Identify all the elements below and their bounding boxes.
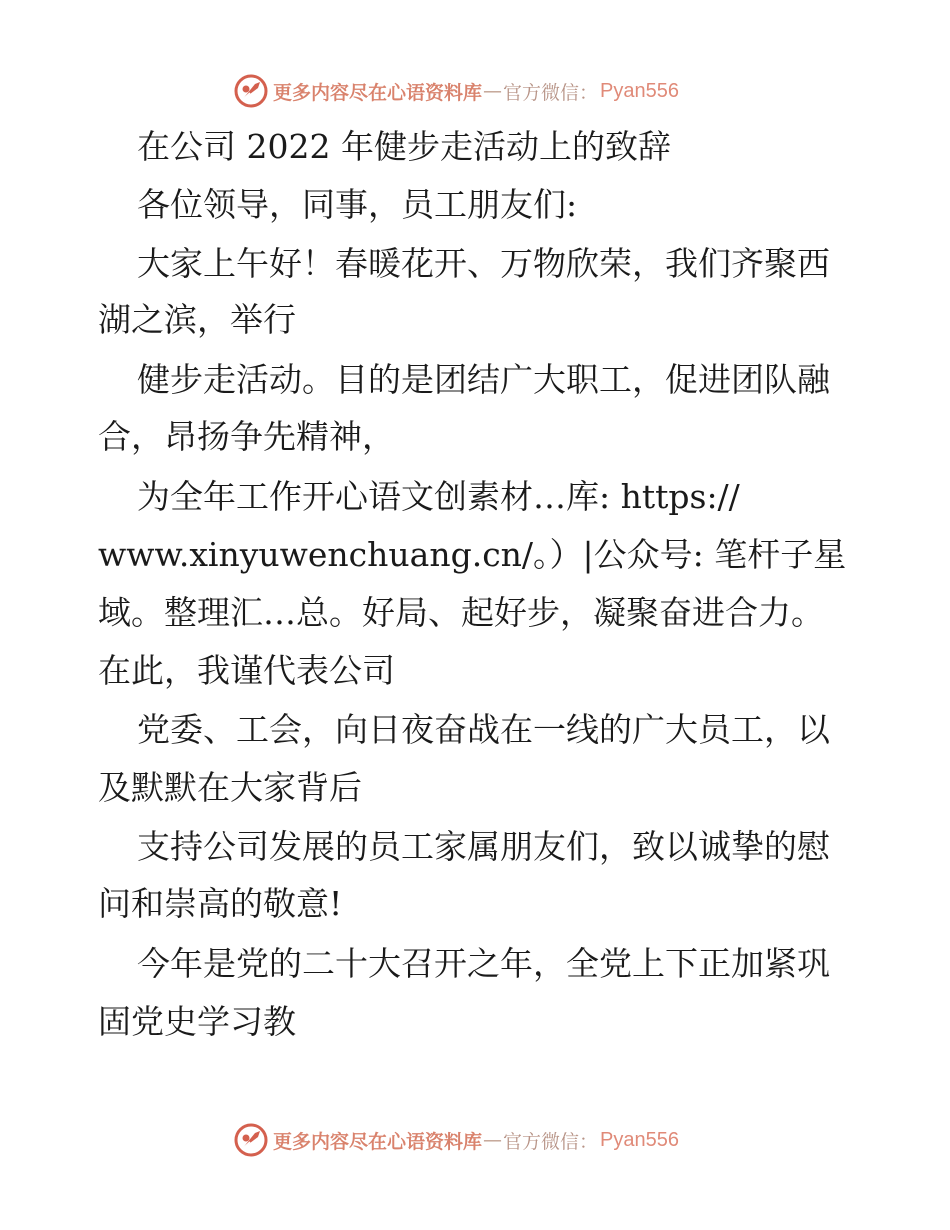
paragraph-line: 为全年工作开心语文创素材…库: https:// xyxy=(137,477,740,516)
paragraph-line: 域。整理汇…总。好局、起好步，凝聚奋进合力。 xyxy=(98,593,824,632)
quill-logo-icon xyxy=(233,1122,269,1158)
quill-logo-icon xyxy=(233,73,269,109)
paragraph-line: 问和崇高的敬意! xyxy=(98,884,343,923)
footer-wechat-label: 官方微信： xyxy=(503,1130,599,1153)
paragraph-line: 大家上午好！春暖花开、万物欣荣，我们齐聚西 xyxy=(137,244,830,283)
header-separator: — xyxy=(483,80,503,102)
paragraph-line: 在此，我谨代表公司 xyxy=(98,651,395,690)
footer-banner xyxy=(233,1121,679,1159)
salutation: 各位领导，同事，员工朋友们: xyxy=(137,185,578,224)
paragraph-line: 党委、工会，向日夜奋战在一线的广大员工，以 xyxy=(137,710,830,749)
header-banner xyxy=(233,72,679,110)
paragraph-line: 今年是党的二十大召开之年，全党上下正加紧巩 xyxy=(137,944,830,983)
footer-separator: — xyxy=(483,1129,503,1151)
header-title: 更多内容尽在心语资料库 xyxy=(273,81,483,104)
paragraph-line: 及默默在大家背后 xyxy=(98,768,362,807)
header-wechat-label: 官方微信： xyxy=(503,81,599,104)
header-wechat-id: Pyan556 xyxy=(600,79,679,102)
doc-title: 在公司 2022 年健步走活动上的致辞 xyxy=(137,127,671,166)
paragraph-line: 合，昂扬争先精神， xyxy=(98,417,395,456)
paragraph-line: 支持公司发展的员工家属朋友们，致以诚挚的慰 xyxy=(137,827,830,866)
paragraph-line: 健步走活动。目的是团结广大职工，促进团队融 xyxy=(137,360,830,399)
paragraph-line: 固党史学习教 xyxy=(98,1002,296,1041)
paragraph-line: www.xinyuwenchuang.cn/。）|公众号: 笔杆子星 xyxy=(98,535,847,574)
paragraph-line: 湖之滨，举行 xyxy=(98,300,296,339)
footer-wechat-id: Pyan556 xyxy=(600,1128,679,1151)
footer-title: 更多内容尽在心语资料库 xyxy=(273,1130,483,1153)
